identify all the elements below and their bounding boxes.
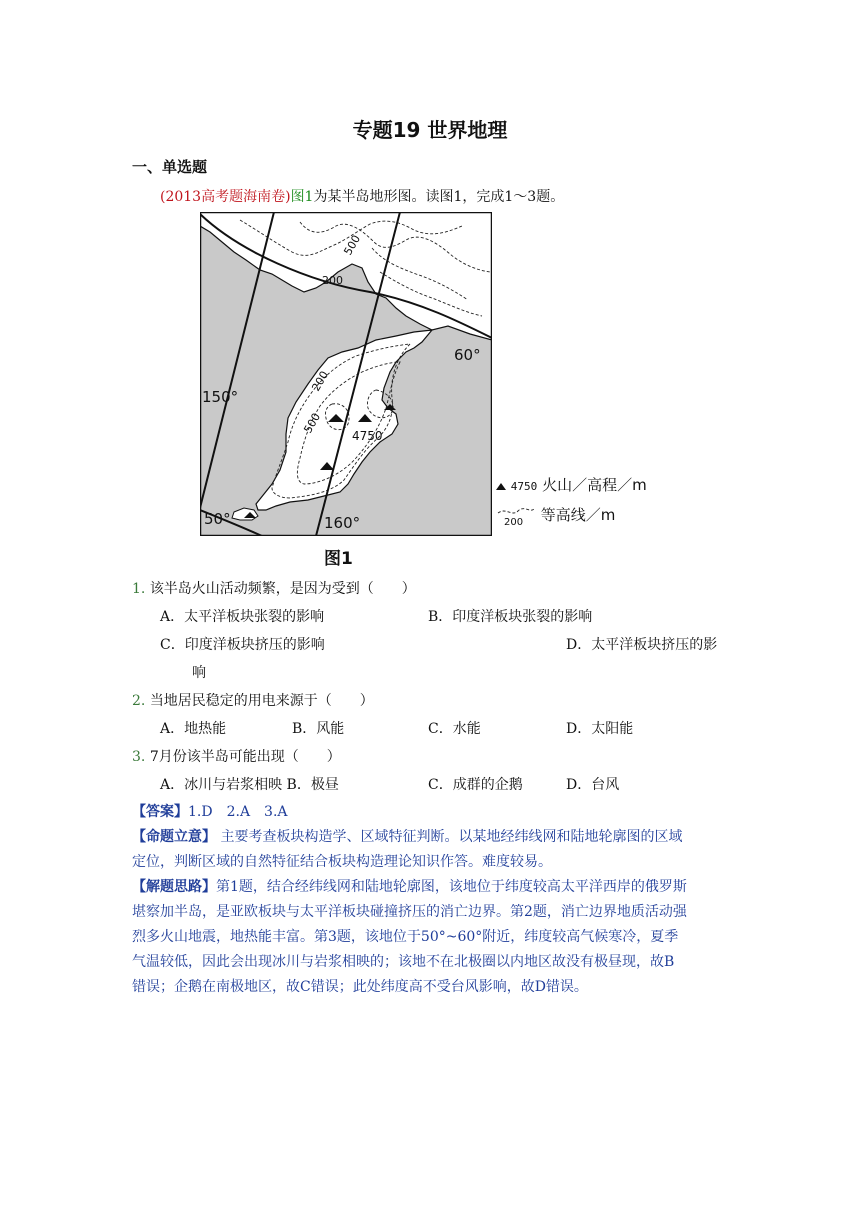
question-stem: 当地居民稳定的用电来源于（ ） (149, 693, 374, 709)
q2-option-d: D．太阳能 (566, 721, 634, 737)
legend-volcano-num: 4750 (510, 480, 538, 493)
label-200-inner: 200 (309, 368, 332, 394)
intent-line-1 (132, 825, 732, 850)
answer-text: 1.D 2.A 3.A (188, 804, 288, 820)
intent-text-1: 主要考查板块构造学、区域特征判断。以某地经纬线网和陆地轮廓图的区域 (220, 829, 683, 845)
idea-line-1 (132, 875, 732, 900)
question-3 (132, 746, 341, 766)
q1-option-c: C．印度洋板块挤压的影响 (160, 637, 325, 653)
label-200-top: 200 (322, 274, 343, 287)
idea-line-3: 烈多火山地震，地热能丰富。第3题，该地位于50°~60°附近，纬度较高气候寒冷，夏季 (132, 929, 679, 945)
peninsula-map (200, 212, 492, 536)
legend-contour (496, 504, 615, 527)
intro-fig-ref: 图1 (290, 189, 314, 205)
q1-option-d: D．太平洋板块挤压的影 (566, 637, 718, 653)
label-lon-160: 160° (324, 514, 361, 532)
label-500-top: 500 (341, 232, 364, 258)
q3-option-c: C．成群的企鹅 (428, 777, 523, 793)
page-title: 专题19 世界地理 (352, 118, 508, 142)
contour-legend-icon (496, 505, 536, 527)
section-heading: 一、单选题 (132, 158, 208, 176)
question-2 (132, 690, 374, 710)
question-number: 2. (132, 693, 146, 709)
answer-block (132, 800, 732, 1000)
q1-option-a: A．太平洋板块张裂的影响 (160, 609, 325, 625)
answer-tag: 【答案】 (132, 804, 188, 820)
q2-option-a: A．地热能 (160, 721, 227, 737)
label-lat-60: 60° (454, 346, 481, 364)
legend-contour-num: 200 (504, 516, 524, 527)
q1-option-d-wrap: 响 (192, 665, 206, 681)
question-stem: 该半岛火山活动频繁，是因为受到（ ） (149, 581, 416, 597)
label-lat-50: 50° (204, 510, 231, 528)
answer-line (132, 800, 732, 825)
label-4750: 4750 (352, 429, 383, 443)
question-1 (132, 578, 416, 598)
question-number: 1. (132, 581, 146, 597)
intro-text: 为某半岛地形图。读图1，完成1～3题。 (313, 189, 565, 205)
intent-tag: 【命题立意】 (132, 829, 216, 845)
q3-option-d: D．台风 (566, 777, 620, 793)
idea-line-4: 气温较低，因此会出现冰川与岩浆相映的；该地不在北极圈以内地区故没有极昼现，故B (132, 954, 675, 970)
q2-option-c: C．水能 (428, 721, 481, 737)
map-svg (200, 212, 492, 536)
legend-contour-text: 等高线／m (540, 506, 616, 524)
q1-option-b: B．印度洋板块张裂的影响 (428, 609, 593, 625)
legend-volcano (496, 474, 647, 495)
label-lon-150: 150° (202, 388, 239, 406)
question-intro (160, 186, 564, 206)
intro-source: (2013高考题海南卷) (160, 189, 291, 205)
figure-caption: 图1 (324, 549, 353, 569)
question-number: 3. (132, 749, 146, 765)
idea-tag: 【解题思路】 (132, 879, 216, 895)
idea-line-2: 堪察加半岛，是亚欧板块与太平洋板块碰撞挤压的消亡边界。第2题，消亡边界地质活动强 (132, 904, 687, 920)
idea-line-5: 错误；企鹅在南极地区，故C错误；此处纬度高不受台风影响，故D错误。 (132, 979, 588, 995)
label-500-inner: 500 (301, 410, 324, 436)
legend-volcano-text: 火山／高程／m (542, 476, 647, 494)
q2-option-b: B．风能 (292, 721, 345, 737)
intent-line-2: 定位，判断区域的自然特征结合板块构造理论知识作答。难度较易。 (132, 854, 552, 870)
question-stem: 7月份该半岛可能出现（ ） (149, 749, 341, 765)
idea-text-1: 第1题，结合经纬线网和陆地轮廓图，该地位于纬度较高太平洋西岸的俄罗斯 (216, 879, 687, 895)
volcano-legend-icon (496, 481, 506, 491)
q3-option-ab: A．冰川与岩浆相映 B．极昼 (160, 777, 339, 793)
